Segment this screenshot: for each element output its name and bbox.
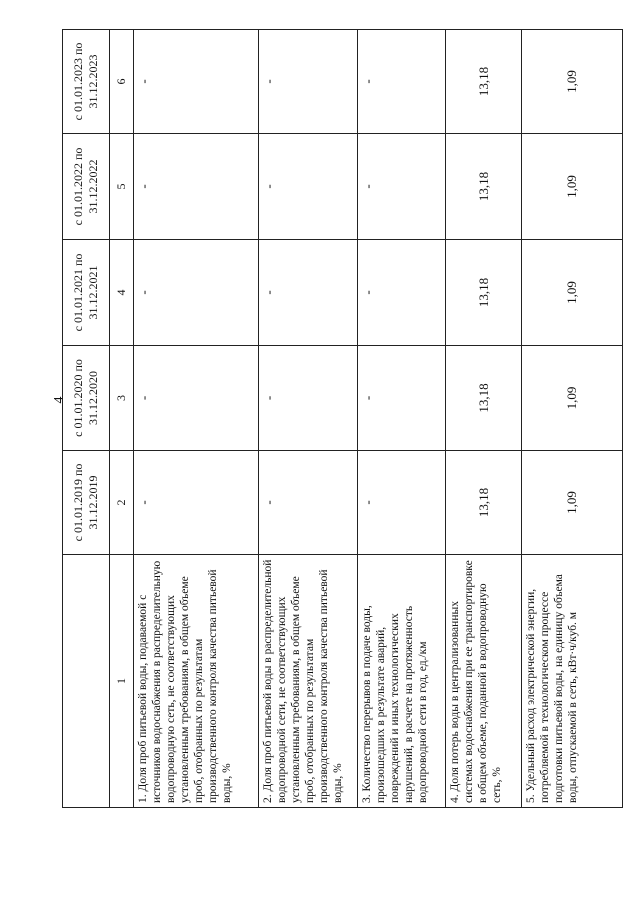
indicator-value: - [358, 346, 446, 451]
indicator-value: - [134, 346, 259, 451]
header-period: с 01.01.2022 по 31.12.2022 [63, 134, 110, 240]
header-period: с 01.01.2023 по 31.12.2023 [63, 30, 110, 134]
header-empty-cell [63, 555, 110, 808]
header-period: с 01.01.2021 по 31.12.2021 [63, 240, 110, 346]
indicator-value: - [259, 134, 358, 240]
indicator-value: - [358, 134, 446, 240]
header-period: с 01.01.2020 по 31.12.2020 [63, 346, 110, 451]
indicator-value: - [358, 240, 446, 346]
indicator-value: - [259, 451, 358, 555]
column-number: 1 [110, 555, 134, 808]
indicators-table [62, 29, 623, 808]
indicator-label: 1. Доля проб питьевой воды, подаваемой с источников водоснабжения в распределительную водопроводную сеть, не соответствующих установленным требованиям, в общем объеме проб, отобранных по результатам производственного контроля качества питьевой воды, % [134, 555, 259, 808]
indicator-value: - [134, 30, 259, 134]
indicator-value: 13,18 [446, 30, 522, 134]
indicator-value: 13,18 [446, 346, 522, 451]
indicator-value: 1,09 [522, 346, 623, 451]
indicator-value: 1,09 [522, 451, 623, 555]
indicator-value: - [134, 134, 259, 240]
indicator-value: - [358, 30, 446, 134]
table-row [446, 30, 522, 808]
table-row [134, 30, 259, 808]
indicator-value: 13,18 [446, 240, 522, 346]
column-number: 2 [110, 451, 134, 555]
indicator-value: 1,09 [522, 240, 623, 346]
indicator-label: 2. Доля проб питьевой воды в распределительной водопроводной сети, не соответствующих установленным требованиям, в общем объеме проб, отобранных по результатам производственного контроля качества питьевой воды, % [259, 555, 358, 808]
indicator-value: - [358, 451, 446, 555]
header-period: с 01.01.2019 по 31.12.2019 [63, 451, 110, 555]
column-number: 5 [110, 134, 134, 240]
indicator-value: - [134, 451, 259, 555]
page-number: 4 [52, 396, 67, 404]
table-row [358, 30, 446, 808]
indicator-value: - [259, 30, 358, 134]
rotated-table-sheet [62, 30, 622, 808]
indicator-value: 13,18 [446, 134, 522, 240]
column-number: 4 [110, 240, 134, 346]
table-row [259, 30, 358, 808]
indicator-value: - [134, 240, 259, 346]
header-row-periods [63, 30, 110, 808]
header-row-column-numbers [110, 30, 134, 808]
table-row [522, 30, 623, 808]
column-number: 6 [110, 30, 134, 134]
indicator-label: 4. Доля потерь воды в централизованных системах водоснабжения при ее транспортировке в общем объеме, поданной в водопроводную сеть, % [446, 555, 522, 808]
indicator-value: 1,09 [522, 134, 623, 240]
indicator-label: 5. Удельный расход электрической энергии, потребляемой в технологическом процессе подготовки питьевой воды, на единицу объема воды, отпускаемой в сеть, кВт·ч/куб. м [522, 555, 623, 808]
indicator-value: - [259, 240, 358, 346]
indicator-value: 13,18 [446, 451, 522, 555]
column-number: 3 [110, 346, 134, 451]
indicator-label: 3. Количество перерывов в подаче воды, произошедших в результате аварий, повреждений и иных технологических нарушений, в расчете на протяженность водопроводной сети в год, ед./км [358, 555, 446, 808]
indicator-value: - [259, 346, 358, 451]
indicator-value: 1,09 [522, 30, 623, 134]
